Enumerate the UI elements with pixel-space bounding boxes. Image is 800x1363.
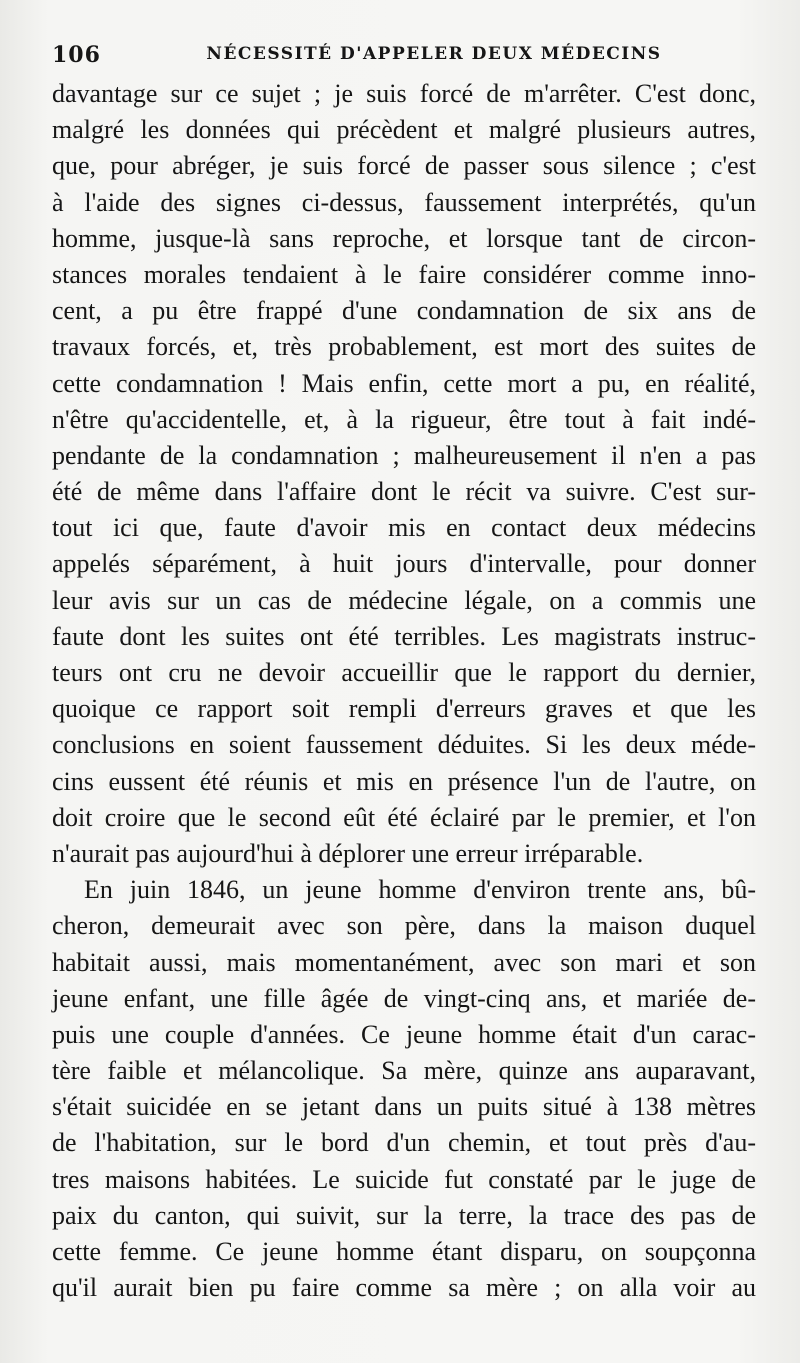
text-line: à l'aide des signes ci-dessus, faussement interprétés, qu'un bbox=[52, 187, 756, 217]
text-line: habitait aussi, mais momentanément, avec son mari et son bbox=[52, 947, 756, 977]
text-line: cette femme. Ce jeune homme étant disparu, on soupçonna bbox=[52, 1237, 756, 1266]
text-line: qu'il aurait bien pu faire comme sa mère ; on alla voir au bbox=[52, 1273, 756, 1303]
text-line: cette condamnation ! Mais enfin, cette mort a pu, en réalité, bbox=[52, 368, 756, 398]
text-line: paix du canton, qui suivit, sur la terre, la trace des pas de bbox=[52, 1200, 756, 1230]
text-line: été de même dans l'affaire dont le récit va suivre. C'est sur- bbox=[52, 477, 756, 507]
text-line: s'était suicidée en se jetant dans un puits situé à 138 mètres bbox=[52, 1092, 756, 1122]
text-line: stances morales tendaient à le faire considérer comme inno- bbox=[52, 259, 756, 289]
text-line: homme, jusque-là sans reproche, et lorsque tant de circon- bbox=[52, 223, 756, 253]
text-line: jeune enfant, une fille âgée de vingt-cinq ans, et mariée de- bbox=[52, 983, 756, 1013]
text-line: cheron, demeurait avec son père, dans la maison duquel bbox=[52, 911, 756, 941]
text-line: n'aurait pas aujourd'hui à déplorer une erreur irréparable. bbox=[52, 838, 644, 868]
text-line: que, pour abréger, je suis forcé de passer sous silence ; c'est bbox=[52, 151, 756, 181]
page-header bbox=[52, 30, 756, 74]
text-line: cins eussent été réunis et mis en présence l'un de l'autre, on bbox=[52, 766, 756, 796]
text-line: tres maisons habitées. Le suicide fut constaté par le juge de bbox=[52, 1164, 756, 1194]
text-line: quoique ce rapport soit rempli d'erreurs graves et que les bbox=[52, 694, 756, 724]
text-line: appelés séparément, à huit jours d'intervalle, pour donner bbox=[52, 549, 756, 579]
text-line: faute dont les suites ont été terribles. Les magistrats instruc- bbox=[52, 621, 756, 651]
text-line: n'être qu'accidentelle, et, à la rigueur, être tout à fait indé- bbox=[52, 404, 756, 434]
text-line: davantage sur ce sujet ; je suis forcé de m'arrêter. C'est donc, bbox=[52, 79, 756, 108]
text-line: pendante de la condamnation ; malheureusement il n'en a pas bbox=[52, 440, 756, 470]
running-head: NÉCESSITÉ D'APPELER DEUX MÉDECINS bbox=[206, 44, 662, 64]
text-line: teurs ont cru ne devoir accueillir que le rapport du dernier, bbox=[52, 658, 756, 687]
text-line: travaux forcés, et, très probablement, est mort des suites de bbox=[52, 332, 756, 362]
text-line: tère faible et mélancolique. Sa mère, quinze ans auparavant, bbox=[52, 1056, 756, 1086]
text-line: tout ici que, faute d'avoir mis en contact deux médecins bbox=[52, 513, 756, 543]
text-line: doit croire que le second eût été éclairé par le premier, et l'on bbox=[52, 802, 756, 832]
text-line: puis une couple d'années. Ce jeune homme était d'un carac- bbox=[52, 1019, 756, 1049]
text-line: malgré les données qui précèdent et malgré plusieurs autres, bbox=[52, 115, 756, 145]
body-text bbox=[52, 76, 756, 1306]
paragraph-start-line: En juin 1846, un jeune homme d'environ trente ans, bû- bbox=[84, 875, 756, 905]
text-line: cent, a pu être frappé d'une condamnation de six ans de bbox=[52, 296, 756, 326]
text-line: leur avis sur un cas de médecine légale, on a commis une bbox=[52, 585, 756, 615]
page-number: 106 bbox=[52, 42, 101, 68]
text-line: conclusions en soient faussement déduites. Si les deux méde- bbox=[52, 730, 756, 760]
text-line: de l'habitation, sur le bord d'un chemin, et tout près d'au- bbox=[52, 1128, 756, 1158]
